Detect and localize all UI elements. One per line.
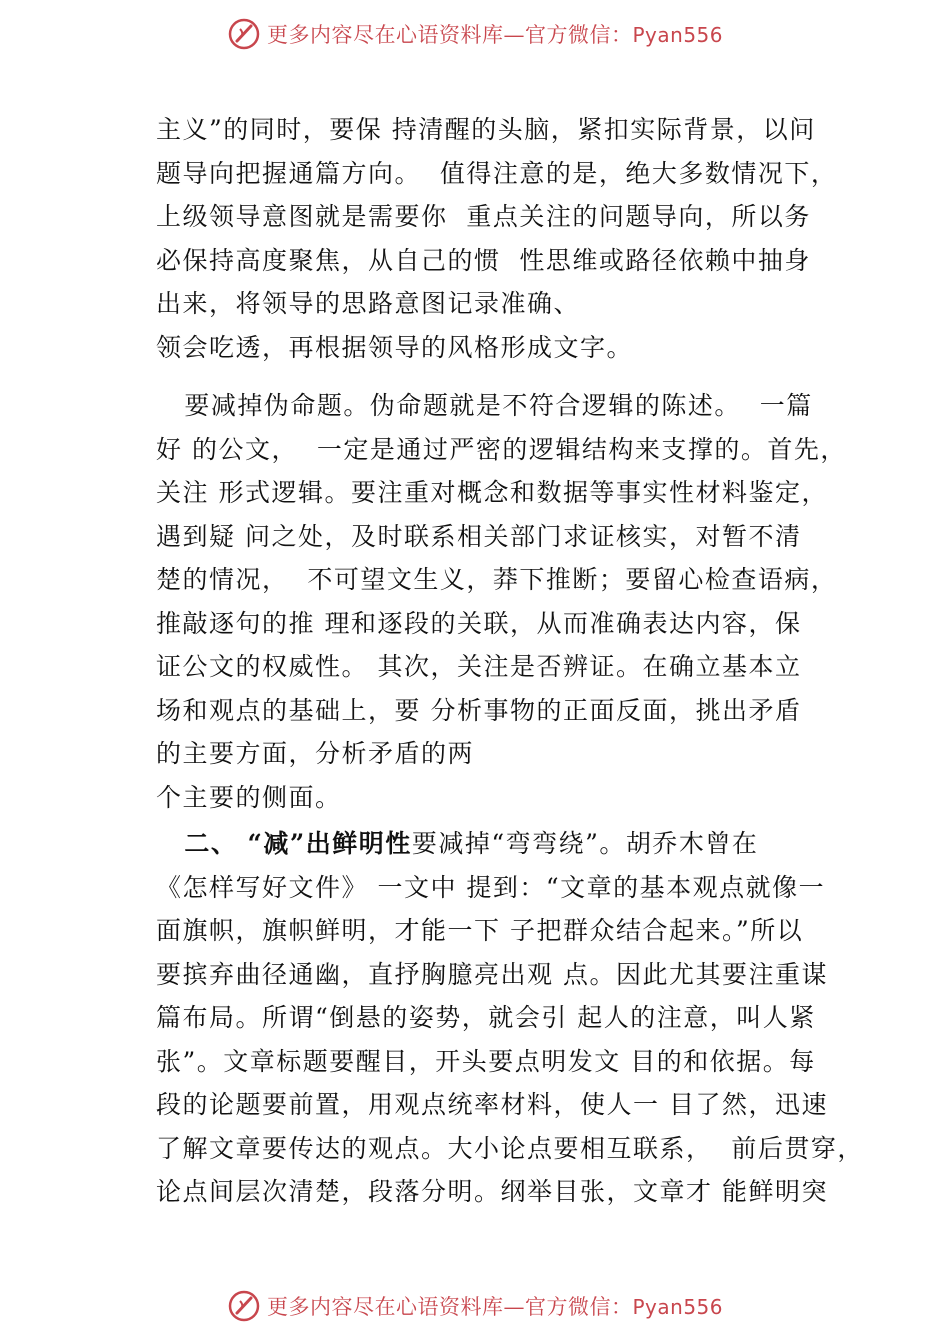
text-line: 证公文的权威性。 其次，关注是否辨证。在确立基本立 <box>156 652 802 681</box>
text-line: 论点间层次清楚，段落分明。纲举目张，文章才 能鲜明突 <box>156 1177 828 1206</box>
text-line: 遇到疑 问之处，及时联系相关部门求证核实，对暂不清 <box>156 521 802 551</box>
text-line: 推敲逐句的推 理和逐段的关联，从而准确表达内容，保 <box>156 608 802 638</box>
text-line: 出来，将领导的思路意图记录准确、 <box>156 289 581 318</box>
text-line: 上级领导意图就是需要你 重点关注的问题导向，所以务 <box>156 202 811 231</box>
section-heading-line: 二、 “减”出鲜明性要减掉“弯弯绕”。胡乔木曾在 <box>184 829 759 858</box>
text-line: 张”。文章标题要醒目，开头要点明发文 目的和依据。每 <box>156 1046 816 1076</box>
text-line: 要摈弃曲径通幽，直抒胸臆亮出观 点。因此尤其要注重谋 <box>156 959 828 989</box>
text-line: 关注 形式逻辑。要注重对概念和数据等事实性材料鉴定， <box>156 478 828 507</box>
paragraph-2 <box>156 384 847 819</box>
paragraph-1 <box>156 108 836 369</box>
header-banner <box>0 14 950 54</box>
text-line: 段的论题要前置，用观点统率材料，使人一 目了然，迅速 <box>156 1090 828 1119</box>
text-line: 面旗帜，旗帜鲜明，才能一下 子把群众结合起来。”所以 <box>156 916 804 945</box>
document-body <box>156 108 864 1214</box>
logo-icon <box>227 1289 261 1323</box>
text-line: 题导向把握通篇方向。 值得注意的是，绝大多数情况下， <box>156 158 838 188</box>
banner-text: 更多内容尽在心语资料库—官方微信：Pyan556 <box>266 23 723 47</box>
text-line: 好 的公文， 一定是通过严密的逻辑结构来支撑的。首先， <box>156 434 847 464</box>
section-heading: 二、 “减”出鲜明性 <box>184 829 412 858</box>
logo-icon <box>227 17 261 51</box>
banner-text: 更多内容尽在心语资料库—官方微信：Pyan556 <box>266 1295 723 1319</box>
text-line: 场和观点的基础上，要 分析事物的正面反面，挑出矛盾 <box>156 695 802 725</box>
text-line: 领会吃透，再根据领导的风格形成文字。 <box>156 332 634 362</box>
text-line: 必保持高度聚焦，从自己的惯 性思维或路径依赖中抽身 <box>156 245 811 275</box>
text-line: 篇布局。所谓“倒悬的姿势，就会引 起人的注意，叫人紧 <box>156 1003 816 1032</box>
text-line: 《怎样写好文件》 一文中 提到：“文章的基本观点就像一 <box>156 872 826 902</box>
paragraph-3 <box>156 822 864 1214</box>
text-line: 个主要的侧面。 <box>156 782 342 812</box>
text-line: 要减掉伪命题。伪命题就是不符合逻辑的陈述。 一篇 <box>156 391 813 420</box>
text-line: 了解文章要传达的观点。大小论点要相互联系， 前后贯穿， <box>156 1133 864 1163</box>
footer-banner <box>0 1286 950 1326</box>
text-line: 楚的情况， 不可望文生义，莽下推断；要留心检查语病， <box>156 565 838 594</box>
text-line: 的主要方面，分析矛盾的两 <box>156 739 475 768</box>
text-line: 主义”的同时，要保 持清醒的头脑，紧扣实际背景，以问 <box>156 115 816 144</box>
